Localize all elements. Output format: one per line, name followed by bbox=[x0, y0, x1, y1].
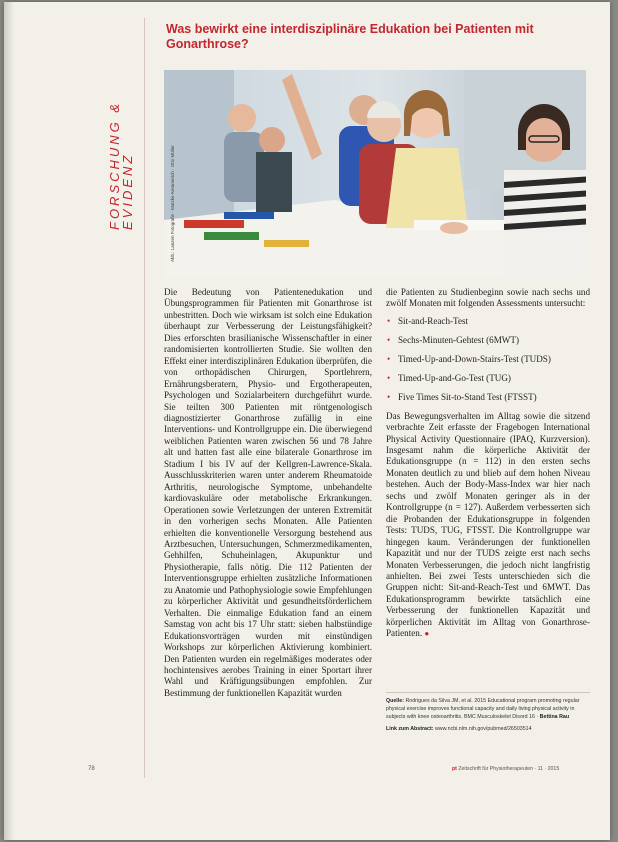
abstract-link-label: Link zum Abstract: bbox=[386, 725, 434, 732]
article-column-right bbox=[386, 287, 590, 640]
assessment-list bbox=[386, 316, 590, 403]
source-author: Bettina Rau bbox=[539, 714, 570, 721]
assessment-item: • Five Times Sit-to-Stand Test (FTSST) bbox=[386, 392, 590, 403]
footer-issue: · 11 · 2015 bbox=[534, 766, 560, 772]
photo-credit: Abb.: Lanzen Fotografie · Matzke-Kemmerich · Otto Müller bbox=[170, 145, 175, 262]
section-label-line1: FORSCHUNG & bbox=[107, 100, 122, 230]
section-divider bbox=[144, 18, 145, 778]
assessment-item: • Sit-and-Reach-Test bbox=[386, 316, 590, 327]
page-spine bbox=[4, 2, 14, 840]
abstract-link[interactable]: www.ncbi.nlm.nih.gov/pubmed/26503514 bbox=[434, 725, 532, 732]
source-box bbox=[386, 692, 590, 733]
end-mark-icon: ● bbox=[424, 629, 430, 639]
source-label: Quelle: bbox=[386, 698, 404, 704]
body-right-rest-text: Das Bewegungsverhalten im Alltag sowie die sitzend verbrachte Zeit erfasste der Fragebogen International Physical Activity Questionnaire (IPAQ, Kurzversion). Insgesamt nahm die körperliche Aktivität der Edukationsgruppe (n = 112) in den ersten sechs Monaten deutlich zu und blieb auf dem hohen Niveau bestehen. Auch der Body-Mass-Index war hier nach sechs und zwölf Monaten geringer als in der Kontrollgruppe (n = 127). Außerdem verbesserten sich die Probanden der Edukationsgruppe in folgenden Tests: TUDS, TUG, FTSST. Die Kontrollgruppe war hingegen kaum. Veränderungen der funktionellen Kapazität und nur der TUDS zeigte erst nach sechs Monaten Verbesserungen, die jedoch nicht langfristig anhielten. Bei zwei Tests unterschieden sich die Gruppen nicht: Sit-and-Reach-Test und 6MWT. Das Edukationsprogramm bewirkte tatsächlich eine Verbesserung der funktionellen Kapazität und körperlichen Aktivität im Alltag von Gonarthrose-Patienten. bbox=[386, 410, 590, 639]
source-text: Rodrigues da Silva JM, et al. 2015 Educational program promoting regular physical exercise improves functional capacity and daily living physical activity in subjects with knee osteoarthritis. BMC Musculoskelet Disord 16 · bbox=[386, 698, 580, 721]
section-label bbox=[108, 10, 134, 230]
footer-brand: pt bbox=[452, 766, 457, 772]
footer-title: Zeitschrift für Physiotherapeuten bbox=[458, 766, 534, 772]
footer-publication bbox=[452, 766, 559, 772]
body-left-text: Die Bedeutung von Patientenedukation und Übungsprogrammen für Patienten mit Gonarthrose ist unbestritten. Doch wie wirksam ist solch eine Edukation überhaupt zur Verbesserung der Leistungsfähigkeit? Dies erforschten brasilianische Wissenschaftler in einer randomisierten kontrollierten Studie. Sie wollten den Effekt einer interdisziplinären Edukation überprüfen, die von orthopädischen Chirurgen, Sportlehrern, Ernährungsberatern, Physio- und Ergotherapeuten, Psychologen und Sozialarbeitern durchgeführt wurde. Sie teilten 300 Patienten mit röntgenologisch diagnostizierter Gonarthrose zufällig in eine Interventions- und Kontrollgruppe ein. Die überwiegend weiblichen Patienten waren zwischen 56 und 78 Jahre alt und hatten fast alle eine bilaterale Gonarthrose im Stadium I bis IV auf der Kellgren-Lawrence-Skala. Ausschlusskriterien waren unter anderem Rheumatoide Arthritis, neurologische Symptome, unbehandelte kardiovaskuläre oder metabolische Erkrankungen. Operationen sowie Verletzungen der unteren Extremität in den vorherigen sechs Monaten. Alle Patienten erhielten die konventionelle Versorgung bestehend aus Arztbesuchen, Untersuchungen, Schmerzmedikamenten, Gehhilfen, Schuheinlagen, Akupunktur und Physiotherapie, falls nötig. Die 112 Patienten der Interventionsgruppe erhielten zusätzliche Informationen zu Anatomie und Pathophysiologie sowie Empfehlungen zu körperlicher Aktivität und gesundheitsförderlichem Verhalten. Die einmalige Edukation fand an einem Samstag von acht bis 17 Uhr statt: sieben halbstündige Edukationsvorträgen wurden mit einstündigen Workshops zur körperlichen Aktivierung kombiniert. Den Patienten wurden ein regelmäßiges moderates oder hochintensives aerobes Training in einer Sportart ihrer Wahl und Kräftigungsübungen empfohlen. Zur Bestimmung der funktionellen Kapazität wurden bbox=[164, 287, 372, 698]
abstract-link-row bbox=[386, 725, 590, 733]
section-label-line2: EVIDENZ bbox=[120, 152, 135, 230]
assessment-item: • Timed-Up-and-Go-Test (TUG) bbox=[386, 373, 590, 384]
magazine-page bbox=[4, 2, 610, 840]
article-photo bbox=[164, 70, 586, 278]
body-right-rest bbox=[386, 411, 590, 640]
page-number: 78 bbox=[88, 766, 95, 772]
source-citation bbox=[386, 697, 590, 722]
assessment-item: • Sechs-Minuten-Gehtest (6MWT) bbox=[386, 335, 590, 346]
article-column-left bbox=[164, 287, 372, 699]
photo-illustration bbox=[164, 70, 586, 278]
body-right-intro: die Patienten zu Studienbeginn sowie nach sechs und zwölf Monaten mit folgenden Assessments untersucht: bbox=[386, 287, 590, 309]
assessment-item: • Timed-Up-and-Down-Stairs-Test (TUDS) bbox=[386, 354, 590, 365]
article-title: Was bewirkt eine interdisziplinäre Edukation bei Patienten mit Gonarthrose? bbox=[166, 22, 534, 51]
